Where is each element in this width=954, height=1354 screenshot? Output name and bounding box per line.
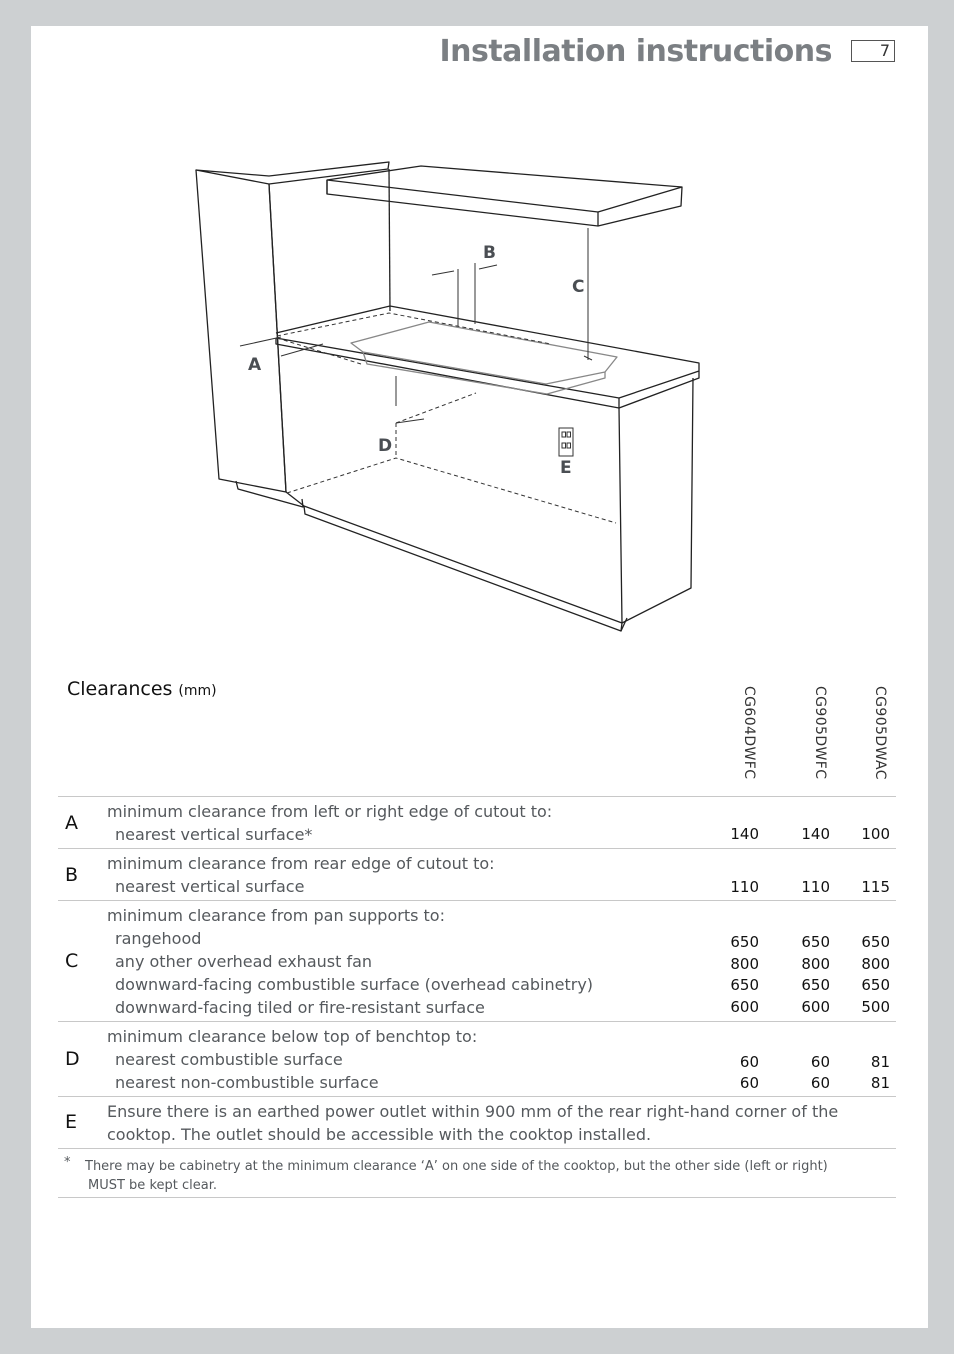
- row-main-text: minimum clearance from left or right edge of cutout to:: [107, 802, 553, 821]
- value-cell: 600: [730, 998, 759, 1016]
- model-column-3: CG905DWAC: [872, 686, 888, 780]
- page-title: Installation instructions: [439, 34, 832, 69]
- label-e: E: [560, 458, 572, 478]
- installation-diagram: [181, 151, 741, 641]
- value-cell: 140: [801, 825, 830, 843]
- row-description: [107, 852, 495, 898]
- value-cell: 800: [861, 955, 890, 973]
- row-line-1: Ensure there is an earthed power outlet within 900 mm of the rear right-hand corner of the: [107, 1102, 839, 1121]
- row-item: rangehood: [115, 929, 202, 948]
- row-item: nearest vertical surface*: [115, 825, 313, 844]
- page-number: 7: [851, 40, 895, 62]
- clearances-title: Clearances: [67, 678, 173, 700]
- base-cabinet: [286, 408, 622, 623]
- label-c: C: [572, 277, 585, 297]
- value-cell: 81: [870, 1053, 890, 1071]
- value-cell: 140: [730, 825, 759, 843]
- value-cell: 650: [861, 976, 890, 994]
- value-cell: 650: [730, 933, 759, 951]
- value-cell: 60: [739, 1074, 759, 1092]
- value-cell: 60: [810, 1053, 830, 1071]
- table-row-c: [58, 900, 896, 1022]
- value-cell: 500: [861, 998, 890, 1016]
- row-letter: E: [65, 1111, 78, 1133]
- row-main-text: minimum clearance from pan supports to:: [107, 906, 445, 925]
- row-item: any other overhead exhaust fan: [115, 952, 373, 971]
- row-description: [107, 800, 552, 846]
- model-column-1: CG604DWFC: [741, 686, 757, 780]
- footnote-line-1: There may be cabinetry at the minimum clearance ‘A’ on one side of the cooktop, but the other side (left or right): [85, 1159, 828, 1174]
- row-letter: B: [65, 864, 79, 886]
- value-cell: 800: [801, 955, 830, 973]
- clearances-heading: [67, 678, 217, 700]
- footnote: [58, 1148, 896, 1198]
- row-letter: A: [65, 812, 78, 834]
- row-line-2: cooktop. The outlet should be accessible with the cooktop installed.: [107, 1125, 652, 1144]
- table-row-a: [58, 796, 896, 849]
- page: [31, 26, 928, 1328]
- row-description: [107, 904, 593, 1019]
- table-row-b: [58, 848, 896, 901]
- value-cell: 600: [801, 998, 830, 1016]
- row-item: nearest combustible surface: [115, 1050, 343, 1069]
- value-cell: 60: [810, 1074, 830, 1092]
- clearances-unit: (mm): [178, 683, 217, 699]
- value-cell: 650: [801, 933, 830, 951]
- value-cell: 60: [739, 1053, 759, 1071]
- model-column-2: CG905DWFC: [812, 686, 828, 780]
- row-description: [107, 1100, 838, 1146]
- tall-cabinet: [196, 162, 389, 184]
- footnote-line-2: MUST be kept clear.: [88, 1178, 217, 1193]
- row-letter: D: [65, 1048, 80, 1070]
- value-cell: 800: [730, 955, 759, 973]
- value-cell: 110: [801, 878, 830, 896]
- rangehood: [327, 166, 682, 226]
- label-a: A: [248, 355, 262, 375]
- value-cell: 650: [801, 976, 830, 994]
- row-item: nearest non-combustible surface: [115, 1073, 379, 1092]
- row-description: [107, 1025, 477, 1094]
- label-b: B: [483, 243, 496, 263]
- label-d: D: [378, 436, 393, 456]
- row-item: downward-facing combustible surface (overhead cabinetry): [115, 975, 594, 994]
- value-cell: 650: [730, 976, 759, 994]
- value-cell: 115: [861, 878, 890, 896]
- row-item: nearest vertical surface: [115, 877, 305, 896]
- value-cell: 100: [861, 825, 890, 843]
- row-letter: C: [65, 950, 79, 972]
- value-cell: 110: [730, 878, 759, 896]
- value-cell: 81: [870, 1074, 890, 1092]
- table-row-e: [58, 1096, 896, 1149]
- table-row-d: [58, 1021, 896, 1097]
- row-main-text: minimum clearance from rear edge of cutout to:: [107, 854, 495, 873]
- power-outlet-icon: [559, 428, 573, 456]
- row-item: downward-facing tiled or fire-resistant surface: [115, 998, 485, 1017]
- row-main-text: minimum clearance below top of benchtop to:: [107, 1027, 478, 1046]
- value-cell: 650: [861, 933, 890, 951]
- footnote-marker: *: [64, 1155, 71, 1170]
